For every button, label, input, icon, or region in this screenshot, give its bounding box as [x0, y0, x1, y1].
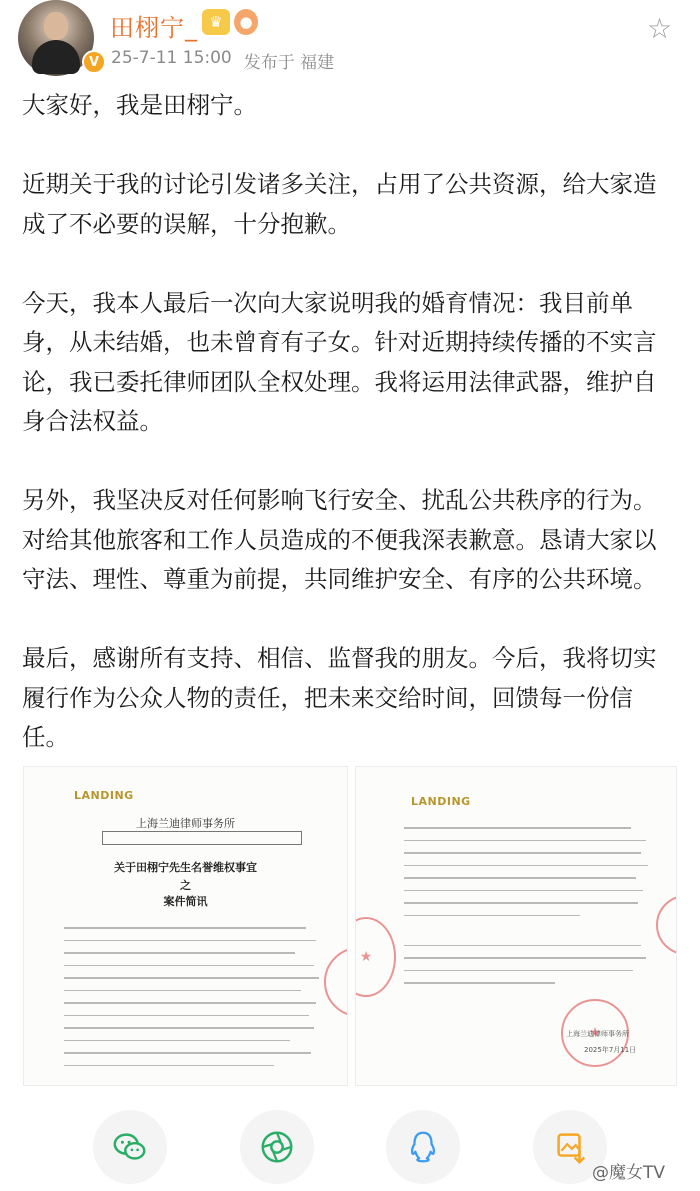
- post-meta: [111, 48, 334, 73]
- wechat-icon: [111, 1128, 149, 1166]
- firm-name: 上海兰迪律师事务所: [136, 817, 235, 830]
- favorite-star-icon[interactable]: ☆: [647, 12, 673, 45]
- avatar[interactable]: [18, 0, 100, 76]
- moments-icon: [258, 1128, 296, 1166]
- official-seal-left-icon: [355, 917, 396, 997]
- watermark-text: @魔女TV: [592, 1163, 666, 1183]
- document-title-sub2: 案件简讯: [163, 895, 208, 908]
- signature-date: 2025年7月11日: [584, 1046, 637, 1054]
- firm-logo: LANDING: [411, 795, 471, 808]
- share-wechat-button[interactable]: [93, 1110, 167, 1184]
- document-title: 关于田栩宁先生名誉维权事宜: [114, 861, 257, 874]
- username[interactable]: 田栩宁_: [110, 14, 198, 42]
- post-date: 25-7-11 15:00: [111, 48, 232, 68]
- qq-icon: [404, 1128, 442, 1166]
- avatar-face: [44, 12, 68, 40]
- firm-logo: LANDING: [74, 789, 134, 802]
- document-text-lines: [64, 927, 327, 1077]
- document-title-sub: 之: [180, 879, 191, 892]
- crown-badge-icon[interactable]: ♛: [202, 9, 230, 35]
- post-paragraph: 另外，我坚决反对任何影响飞行安全、扰乱公共秩序的行为。对给其他旅客和工作人员造成的不便我深表歉意。恳请大家以守法、理性、尊重为前提，共同维护安全、有序的公共环境。: [22, 486, 657, 593]
- fish-badge-icon[interactable]: ●: [234, 9, 258, 35]
- share-bar: [0, 1100, 700, 1191]
- post-paragraph: 今天，我本人最后一次向大家说明我的婚育情况：我目前单身，从未结婚，也未曾育有子女。针对近期持续传播的不实言论，我已委托律师团队全权处理。我将运用法律武器，维护自身合法权益。: [22, 288, 657, 435]
- share-moments-button[interactable]: [240, 1110, 314, 1184]
- post-body: [22, 86, 662, 758]
- post-header: [0, 0, 700, 80]
- post-location: 发布于 福建: [243, 53, 335, 73]
- post-paragraph: 近期关于我的讨论引发诸多关注，占用了公共资源，给大家造成了不必要的误解，十分抱歉。: [22, 170, 657, 238]
- user-badges: [202, 9, 258, 35]
- share-qq-button[interactable]: [386, 1110, 460, 1184]
- attached-image-letter-page-1[interactable]: [23, 766, 348, 1086]
- document-text-lines: [404, 827, 656, 995]
- save-image-icon: [551, 1128, 589, 1166]
- attached-image-letter-page-2[interactable]: [355, 766, 677, 1086]
- verified-badge-icon: V: [82, 50, 106, 74]
- post-paragraph: 大家好，我是田栩宁。: [22, 91, 257, 119]
- post-paragraph: 最后，感谢所有支持、相信、监督我的朋友。今后，我将切实履行作为公众人物的责任，把未来交给时间，回馈每一份信任。: [22, 644, 657, 751]
- avatar-body: [32, 40, 80, 74]
- official-seal-icon: [324, 947, 348, 1017]
- signature-firm: 上海兰迪律师事务所: [566, 1030, 629, 1038]
- notice-box: [102, 831, 302, 845]
- official-seal-right-icon: [656, 895, 677, 955]
